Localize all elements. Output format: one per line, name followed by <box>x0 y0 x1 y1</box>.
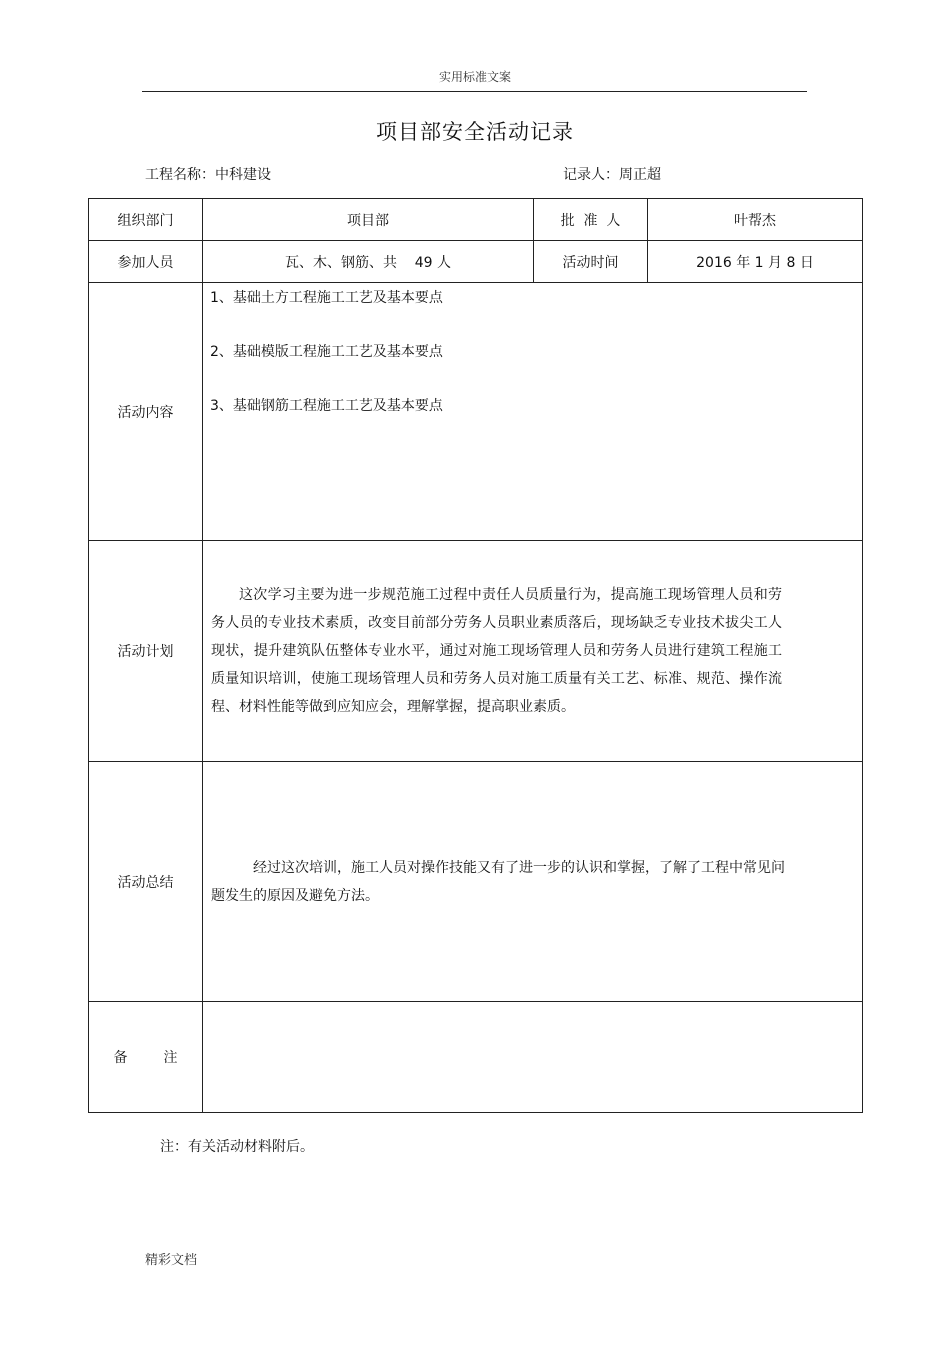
remarks-cell <box>203 1002 863 1113</box>
content-items <box>210 289 443 451</box>
summary-cell <box>203 762 863 1002</box>
table-row-summary <box>89 762 863 1002</box>
plan-cell <box>203 541 863 762</box>
participants-value: 瓦、木、钢筋、共 49 人 <box>203 241 534 283</box>
time-label: 活动时间 <box>534 241 648 283</box>
recorder: 记录人：周正超 <box>563 167 661 183</box>
document-title: 项目部安全活动记录 <box>376 120 574 144</box>
table-row-plan <box>89 541 863 762</box>
time-value: 2016 年 1 月 8 日 <box>648 241 863 283</box>
content-cell <box>203 283 863 541</box>
content-item: 3、基础钢筋工程施工工艺及基本要点 <box>210 398 443 414</box>
participants-label: 参加人员 <box>89 241 203 283</box>
remarks-label <box>89 1002 203 1113</box>
page-footer: 精彩文档 <box>145 1253 198 1268</box>
content-item: 2、基础模版工程施工工艺及基本要点 <box>210 344 443 360</box>
dept-value: 项目部 <box>203 199 534 241</box>
project-name: 工程名称：中科建设 <box>145 167 271 183</box>
summary-label: 活动总结 <box>89 762 203 1002</box>
summary-text: 经过这次培训，施工人员对操作技能又有了进一步的认识和掌握，了解了工程中常见问题发生的原因及避免方法。 <box>211 859 785 904</box>
table-row-content <box>89 283 863 541</box>
remarks-label-b: 注 <box>163 1050 178 1066</box>
dept-label: 组织部门 <box>89 199 203 241</box>
content-label: 活动内容 <box>89 283 203 541</box>
header-divider <box>142 91 807 92</box>
page-header: 实用标准文案 <box>438 70 511 84</box>
activity-record-table <box>88 198 863 1113</box>
plan-label: 活动计划 <box>89 541 203 762</box>
table-row-remarks <box>89 1002 863 1113</box>
remarks-label-a: 备 <box>113 1050 128 1066</box>
plan-text: 这次学习主要为进一步规范施工过程中责任人员质量行为，提高施工现场管理人员和劳务人员的专业技术素质，改变目前部分劳务人员职业素质落后，现场缺乏专业技术拔尖工人现状，提升建筑队伍整体专业水平，通过对施工现场管理人员和劳务人员进行建筑工程施工质量知识培训，使施工现场管理人员和劳务人员对施工质量有关工艺、标准、规范、操作流程、材料性能等做到应知应会，理解掌握，提高职业素质。 <box>211 587 782 715</box>
footnote: 注：有关活动材料附后。 <box>160 1139 314 1155</box>
content-item: 1、基础土方工程施工工艺及基本要点 <box>210 290 443 306</box>
approver-label: 批 准 人 <box>534 199 648 241</box>
approver-value: 叶帮杰 <box>648 199 863 241</box>
table-row-participants <box>89 241 863 283</box>
table-row-department <box>89 199 863 241</box>
